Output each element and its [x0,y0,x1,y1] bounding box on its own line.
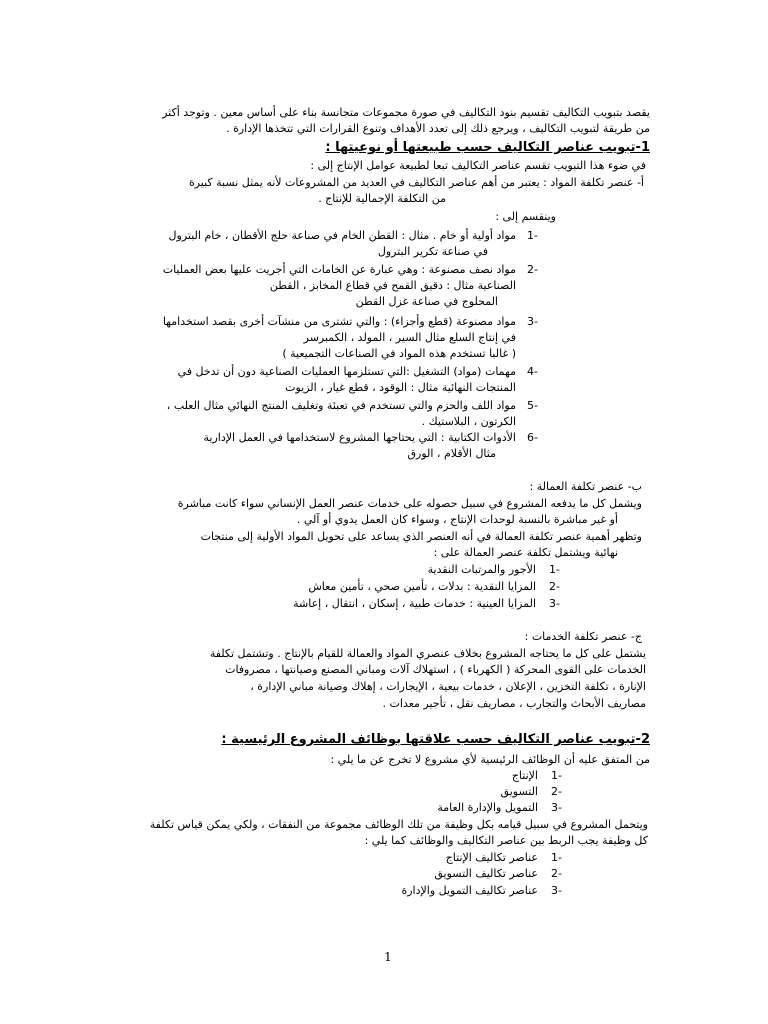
labor-cost-line-4: نهائية ويشتمل تكلفة عنصر العمالة على : [433,546,618,559]
material-item-1-line-1: مواد أولية أو خام . مثال : القطن الخام في صناعة حلج الأقطان ، خام البترول [168,229,516,242]
material-item-1-line-2: في صناعة تكرير البترول [377,245,488,258]
material-item-5-line-2: الكرتون ، البلاستيك . [421,415,516,428]
material-item-6-line-1: الأدوات الكتابية : التي يحتاجها المشروع لاستخدامها في العمل الإدارية [203,431,516,444]
material-item-3-line-2: في إنتاج السلع مثال السير ، المولد ، الكمبرسر [303,331,516,344]
labor-cost-line-2: أو غير مباشرة بالنسبة لوحدات الإنتاج ، وسواء كان العمل يدوي أو آلي . [296,513,618,526]
material-item-5-num: -5 [527,399,538,412]
labor-item-2-num: -2 [549,580,560,593]
services-cost-line-1: يشتمل على كل ما يحتاجه المشروع بخلاف عنصري المواد والعمالة للقيام بالإنتاج . وتشتمل تكلفة [209,647,646,660]
function-2-num: -2 [551,785,562,798]
material-cost-line-2: من التكلفة الإجمالية للإنتاج . [318,192,446,205]
labor-item-3-num: -3 [549,597,560,610]
section-2-intro: من المتفق عليه أن الوظائف الرئيسية لأي مشروع لا تخرج عن ما يلي : [330,753,650,766]
material-item-2-line-2: الصناعية مثال : دقيق القمح في قطاع المخابز ، القطن [269,279,516,292]
material-item-5-line-1: مواد اللف والحزم والتي تستخدم في تعبئة وتغليف المنتج النهائي مثال العلب ، [166,399,516,412]
material-item-3-line-1: مواد مصنوعة (قطع وأجزاء) : والتي تشترى من منشآت أخرى بقصد استخدامها [162,315,516,328]
services-cost-line-2: الخدمات على القوى المحركة ( الكهرباء ) ، استهلاك آلات ومباني المصنع وصيانتها ، مصروفات [225,663,646,676]
labor-cost-line-1: ويشمل كل ما يدفعه المشروع في سبيل حصوله على خدمات عنصر العمل الإنساني سواء كانت مباشرة [177,497,642,510]
material-item-6-line-2: مثال الأقلام ، الورق [407,447,496,460]
material-item-1-num: -1 [527,229,538,242]
material-item-4-num: -4 [527,365,538,378]
section-1-intro: في ضوء هذا التبويب تقسم عناصر التكاليف تبعا لطبيعة عوامل الإنتاج إلى : [310,159,646,172]
material-item-3-num: -3 [527,315,538,328]
material-item-6-num: -6 [527,431,538,444]
section-2-heading: 2-تبويب عناصر التكاليف حسب علاقتها بوظائف المشروع الرئيسية : [221,732,650,747]
function-1-num: -1 [551,769,562,782]
material-item-4-line-2: المنتجات النهائية مثال : الوقود ، قطع غيار ، الزيوت [285,381,516,394]
labor-item-1: الأجور والمرتبات النقدية [427,563,536,576]
services-cost-title: ج- عنصر تكلفة الخدمات : [524,630,642,643]
section-2-para-line-2: كل وظيفة يجب الربط بين عناصر التكاليف والوظائف كما يلي : [364,834,648,847]
cost-element-2: عناصر تكاليف التسويق [434,867,538,880]
services-cost-line-4: مصاريف الأبحاث والتجارب ، مصاريف نقل ، تأجير معدات . [382,697,646,710]
labor-item-3: المزايا العينية : خدمات طبية ، إسكان ، انتقال ، إعاشة [293,597,536,610]
material-item-2-line-3: المحلوج في صناعة غزل القطن [355,295,498,308]
services-cost-line-3: الإنارة ، تكلفة التخزين ، الإعلان ، خدمات بيعية ، الإيجارات ، إهلاك وصيانة مباني الإدارة ، [250,680,646,693]
section-1-heading: 1-تبويب عناصر التكاليف حسب طبيعتها أو نوعيتها : [325,140,650,155]
intro-line-2: من طريقة لتبويب التكاليف ، ويرجع ذلك إلى تعدد الأهداف وتنوع القرارات التي تتخذها الإدارة . [226,122,650,135]
function-3: التمويل والإدارة العامة [437,801,538,814]
cost-element-2-num: -2 [551,867,562,880]
material-item-2-num: -2 [527,263,538,276]
material-item-3-line-3: ( غالبا تستخدم هذه المواد في الصناعات التجميعية ) [282,347,516,360]
cost-element-1-num: -1 [551,851,562,864]
material-item-4-line-1: مهمات (مواد) التشغيل :التي تستلزمها العمليات الصناعية دون أن تدخل في [177,365,516,378]
function-1: الإنتاج [511,769,538,782]
labor-cost-title: ب- عنصر تكلفة العمالة : [529,480,642,493]
cost-element-3-num: -3 [551,884,562,897]
material-cost-line-1: أ- عنصر تكلفة المواد : يعتبر من أهم عناصر التكاليف في العديد من المشروعات لأنه يمثل نسبة كبيرة [188,176,644,189]
labor-cost-line-3: وتظهر أهمية عنصر تكلفة العمالة في أنه العنصر الذي يساعد على تحويل المواد الأولية إلى منتجات [200,530,642,543]
intro-line-1: يقصد بتبويب التكاليف تقسيم بنود التكاليف في صورة مجموعات متجانسة بناء على أساس معين . وتوجد أكثر [162,106,650,119]
labor-item-1-num: -1 [549,563,560,576]
labor-item-2: المزايا النقدية : بدلات ، تأمين صحي ، تأمين معاش [308,580,536,593]
material-item-2-line-1: مواد نصف مصنوعة : وهي عبارة عن الخامات التي أجريت عليها بعض العمليات [162,263,516,276]
function-2: التسويق [500,785,538,798]
page-number: 1 [384,950,392,964]
cost-element-3: عناصر تكاليف التمويل والإدارة [401,884,538,897]
function-3-num: -3 [551,801,562,814]
divides-into: وينقسم إلى : [495,210,556,223]
cost-element-1: عناصر تكاليف الإنتاج [445,851,538,864]
section-2-para-line-1: ويتحمل المشروع في سبيل قيامه بكل وظيفة من تلك الوظائف مجموعة من النفقات ، ولكي يمكن قياس تكلفة [149,818,648,831]
